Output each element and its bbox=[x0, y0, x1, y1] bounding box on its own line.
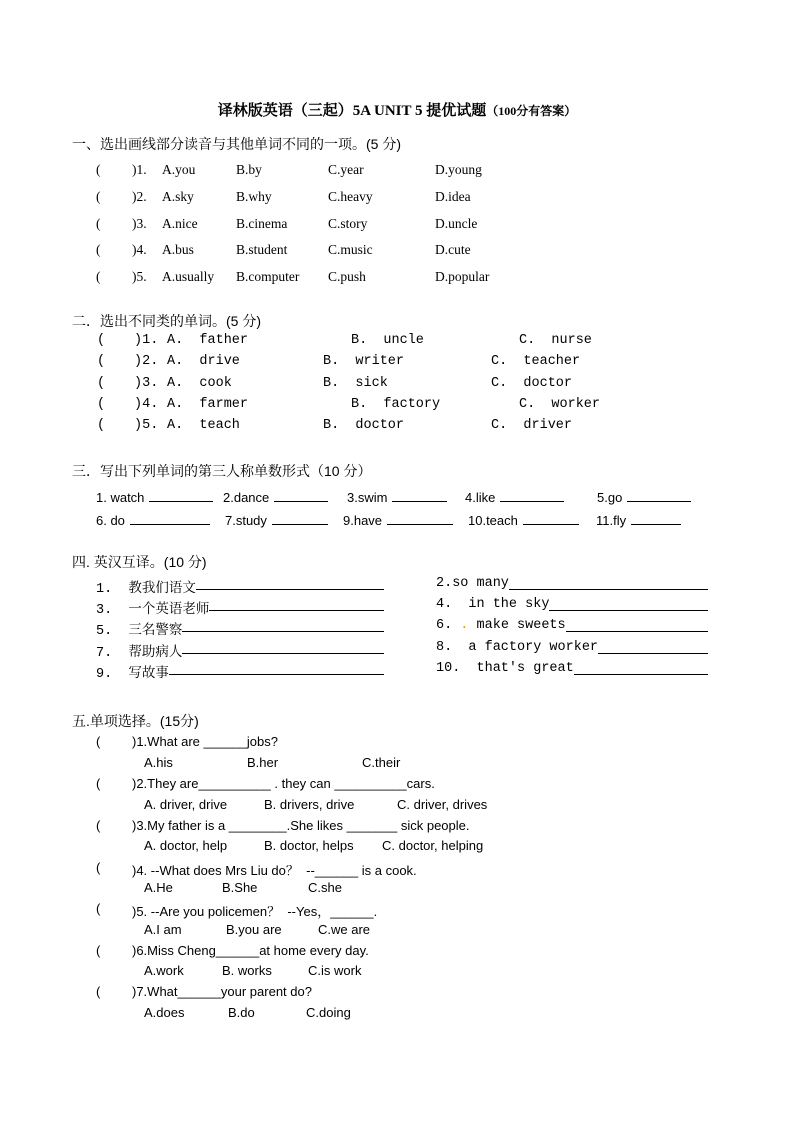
title-main: 译林版英语（三起）5A UNIT 5 提优试题 bbox=[217, 103, 487, 119]
s1-item-c: C.year bbox=[328, 162, 364, 177]
s5-option: A. doctor, help bbox=[144, 838, 228, 853]
s4-left-item bbox=[96, 661, 384, 682]
s2-item-b: B. factory bbox=[351, 397, 441, 412]
answer-blank bbox=[182, 640, 384, 654]
s5-question: )7.What______your parent do? bbox=[132, 984, 312, 999]
s5-question: )6.Miss Cheng______at home every day. bbox=[132, 943, 369, 958]
s2-item-paren: ( bbox=[97, 333, 106, 348]
s1-item-d: D.young bbox=[435, 162, 482, 177]
s2-item-num: )3. bbox=[134, 376, 159, 391]
s1-item-a: A.bus bbox=[162, 242, 194, 257]
s4-left-item bbox=[96, 618, 384, 639]
s4-prompt: 5. 三名警察 bbox=[96, 624, 183, 639]
answer-blank bbox=[574, 661, 708, 675]
s2-item-c: C. nurse bbox=[519, 333, 592, 348]
s2-item-b: B. writer bbox=[323, 354, 405, 369]
s4-right-item bbox=[436, 576, 708, 591]
answer-blank bbox=[130, 511, 210, 525]
s4-prompt: 1. 教我们语文 bbox=[96, 582, 196, 597]
s5-option: B. doctor, helps bbox=[264, 838, 354, 853]
answer-blank bbox=[387, 511, 453, 525]
answer-blank bbox=[182, 618, 384, 632]
s2-item-paren: ( bbox=[97, 397, 106, 412]
s5-option: A.He bbox=[144, 880, 173, 895]
s4-prompt: 2.so many bbox=[436, 576, 509, 591]
s1-item-paren: ( bbox=[96, 162, 101, 177]
s4-mark: . bbox=[452, 618, 477, 633]
s5-option: B. drivers, drive bbox=[264, 797, 355, 812]
s2-item-c: C. worker bbox=[519, 397, 601, 412]
s5-option: B.do bbox=[228, 1005, 255, 1020]
s5-option: C.doing bbox=[306, 1005, 351, 1020]
s5-question-paren: ( bbox=[96, 943, 101, 958]
s1-item-d: D.idea bbox=[435, 189, 471, 204]
s4-right-item bbox=[436, 618, 708, 633]
title-note: （100分有答案） bbox=[486, 104, 577, 118]
s2-item-a: A. cook bbox=[167, 376, 232, 391]
s3-item bbox=[225, 511, 328, 528]
s5-option: B. works bbox=[222, 963, 272, 978]
s4-left-item bbox=[96, 640, 384, 661]
s1-item-num: )4. bbox=[132, 242, 147, 257]
s1-item-d: D.popular bbox=[435, 269, 490, 284]
answer-blank bbox=[149, 488, 213, 502]
s4-prompt: 9. 写故事 bbox=[96, 667, 169, 682]
s1-item-b: B.student bbox=[236, 242, 288, 257]
s5-option: B.She bbox=[222, 880, 258, 895]
s1-item-b: B.cinema bbox=[236, 216, 288, 231]
s2-item-num: )2. bbox=[134, 354, 159, 369]
s3-item bbox=[343, 511, 453, 528]
section2-heading: 二．选出不同类的单词。(5 分) bbox=[72, 313, 261, 329]
answer-blank bbox=[523, 511, 579, 525]
s1-item-a: A.nice bbox=[162, 216, 198, 231]
s3-item bbox=[96, 511, 210, 528]
s4-prompt: 3. 一个英语老师 bbox=[96, 603, 210, 618]
answer-blank bbox=[598, 640, 708, 654]
s5-question: )1.What are ______jobs? bbox=[132, 734, 278, 749]
s4-right-item bbox=[436, 597, 708, 612]
s1-item-num: )3. bbox=[132, 216, 147, 231]
s2-item-c: C. driver bbox=[491, 418, 573, 433]
s2-item-a: A. farmer bbox=[167, 397, 249, 412]
s3-word: 2.dance bbox=[223, 490, 270, 505]
answer-blank bbox=[196, 576, 384, 590]
answer-blank bbox=[272, 511, 328, 525]
s2-item-c: C. doctor bbox=[491, 376, 573, 391]
s1-item-c: C.music bbox=[328, 242, 373, 257]
s5-option: C.she bbox=[308, 880, 342, 895]
answer-blank bbox=[509, 576, 708, 590]
s5-option: C. driver, drives bbox=[397, 797, 488, 812]
s1-item-b: B.why bbox=[236, 189, 272, 204]
s2-item-a: A. father bbox=[167, 333, 249, 348]
s3-word: 11.fly bbox=[596, 513, 627, 528]
s5-question-paren: ( bbox=[96, 984, 101, 999]
s3-item bbox=[597, 488, 691, 505]
s5-question: )4. --What does Mrs Liu do？ --______ is a cook. bbox=[132, 863, 417, 878]
s5-question-paren: ( bbox=[96, 818, 101, 833]
s5-question: )2.They are__________ . they can __________cars. bbox=[132, 776, 435, 791]
s5-question-paren: ( bbox=[96, 776, 101, 791]
s1-item-num: )1. bbox=[132, 162, 147, 177]
s3-item bbox=[347, 488, 447, 505]
answer-blank bbox=[566, 618, 708, 632]
s1-item-c: C.heavy bbox=[328, 189, 373, 204]
s4-prompt: 6. bbox=[436, 618, 453, 633]
s2-item-b: B. doctor bbox=[323, 418, 405, 433]
s2-item-b: B. uncle bbox=[351, 333, 424, 348]
s3-item bbox=[468, 511, 579, 528]
s4-left-item bbox=[96, 576, 384, 597]
s5-option: C. doctor, helping bbox=[382, 838, 484, 853]
s1-item-num: )5. bbox=[132, 269, 147, 284]
s3-item bbox=[465, 488, 564, 505]
section1-heading: 一、选出画线部分读音与其他单词不同的一项。(5 分) bbox=[72, 136, 401, 152]
s3-word: 3.swim bbox=[347, 490, 388, 505]
s2-item-b: B. sick bbox=[323, 376, 388, 391]
s5-option: A.his bbox=[144, 755, 173, 770]
s2-item-paren: ( bbox=[97, 376, 106, 391]
s2-item-num: )5. bbox=[134, 418, 159, 433]
s3-word: 6. do bbox=[96, 513, 125, 528]
s1-item-b: B.by bbox=[236, 162, 262, 177]
s4-left-item bbox=[96, 597, 384, 618]
s5-option: C.their bbox=[362, 755, 401, 770]
s5-option: A.I am bbox=[144, 922, 182, 937]
section4-heading: 四. 英汉互译。(10 分) bbox=[72, 554, 207, 570]
s1-item-d: D.cute bbox=[435, 242, 471, 257]
s3-word: 5.go bbox=[597, 490, 623, 505]
s4-prompt: 7. 帮助病人 bbox=[96, 646, 183, 661]
answer-blank bbox=[627, 488, 691, 502]
s3-word: 1. watch bbox=[96, 490, 145, 505]
s1-item-c: C.push bbox=[328, 269, 366, 284]
s5-option: A. driver, drive bbox=[144, 797, 228, 812]
s4-right-item bbox=[436, 640, 708, 655]
s2-item-paren: ( bbox=[97, 418, 106, 433]
s3-word: 10.teach bbox=[468, 513, 518, 528]
s5-question: )5. --Are you policemen？ --Yes，______. bbox=[132, 904, 378, 919]
s5-option: A.work bbox=[144, 963, 184, 978]
section3-heading: 三．写出下列单词的第三人称单数形式（10 分） bbox=[72, 463, 372, 479]
page-title bbox=[0, 99, 794, 120]
s1-item-paren: ( bbox=[96, 216, 101, 231]
answer-blank bbox=[274, 488, 328, 502]
s4-prompt: 10. that's great bbox=[436, 661, 574, 676]
s2-item-num: )4. bbox=[134, 397, 159, 412]
s3-item bbox=[596, 511, 681, 528]
answer-blank bbox=[169, 661, 384, 675]
s1-item-a: A.sky bbox=[162, 189, 194, 204]
s1-item-paren: ( bbox=[96, 269, 101, 284]
s2-item-c: C. teacher bbox=[491, 354, 581, 369]
s5-question-paren: ( bbox=[96, 860, 101, 875]
answer-blank bbox=[549, 597, 708, 611]
s2-item-paren: ( bbox=[97, 354, 106, 369]
s1-item-c: C.story bbox=[328, 216, 368, 231]
s3-item bbox=[223, 488, 328, 505]
s3-word: 7.study bbox=[225, 513, 267, 528]
s3-item bbox=[96, 488, 213, 505]
s5-option: C.is work bbox=[308, 963, 362, 978]
answer-blank bbox=[392, 488, 447, 502]
s4-prompt: 4. in the sky bbox=[436, 597, 550, 612]
s4-prompt-text: make sweets bbox=[476, 618, 566, 633]
s1-item-paren: ( bbox=[96, 189, 101, 204]
s3-word: 9.have bbox=[343, 513, 383, 528]
s4-prompt: 8. a factory worker bbox=[436, 640, 599, 655]
s2-item-a: A. teach bbox=[167, 418, 240, 433]
s1-item-num: )2. bbox=[132, 189, 147, 204]
s1-item-a: A.usually bbox=[162, 269, 215, 284]
s1-item-a: A.you bbox=[162, 162, 196, 177]
s5-question: )3.My father is a ________.She likes _______ sick people. bbox=[132, 818, 470, 833]
s4-right-item bbox=[436, 661, 708, 676]
s1-item-d: D.uncle bbox=[435, 216, 478, 231]
s3-word: 4.like bbox=[465, 490, 496, 505]
s1-item-b: B.computer bbox=[236, 269, 300, 284]
s5-question-paren: ( bbox=[96, 734, 101, 749]
s5-option: B.her bbox=[247, 755, 279, 770]
s5-option: C.we are bbox=[318, 922, 371, 937]
s1-item-paren: ( bbox=[96, 242, 101, 257]
s5-question-paren: ( bbox=[96, 901, 101, 916]
s2-item-num: )1. bbox=[134, 333, 159, 348]
section5-heading: 五.单项选择。(15分) bbox=[72, 713, 199, 729]
answer-blank bbox=[500, 488, 564, 502]
s5-option: B.you are bbox=[226, 922, 282, 937]
s2-item-a: A. drive bbox=[167, 354, 240, 369]
answer-blank bbox=[209, 597, 384, 611]
s5-option: A.does bbox=[144, 1005, 185, 1020]
answer-blank bbox=[631, 511, 681, 525]
